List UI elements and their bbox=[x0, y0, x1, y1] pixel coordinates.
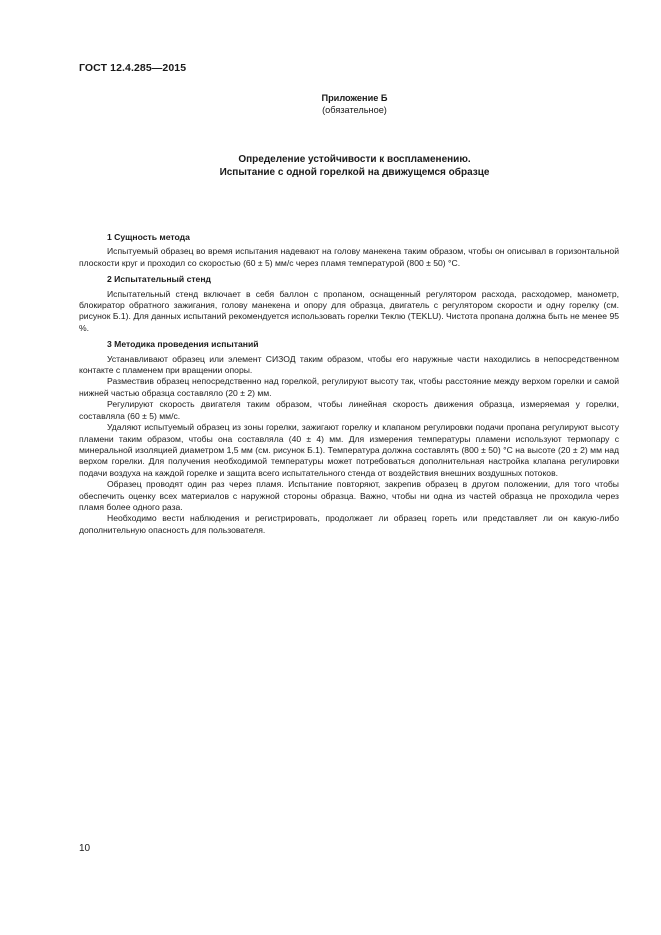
section-procedure bbox=[79, 339, 619, 536]
document-body bbox=[79, 232, 619, 541]
page-number: 10 bbox=[79, 843, 91, 854]
paragraph: Размествив образец непосредственно над горелкой, регулируют высоту так, чтобы расстояние между верхом горелки и самой нижней частью образца составляло (20 ± 2) мм. bbox=[79, 376, 619, 398]
paragraph: Образец проводят один раз через пламя. Испытание повторяют, закрепив образец в другом положении, для того чтобы обеспечить оценку всех материалов с наружной стороны образца. Важно, чтобы ни одна из частей образца не проходила через пламя более одного раза. bbox=[79, 479, 619, 512]
document-code: ГОСТ 12.4.285—2015 bbox=[79, 62, 187, 74]
section-heading: 2 Испытательный стенд bbox=[107, 274, 211, 285]
paragraph: Испытательный стенд включает в себя баллон с пропаном, оснащенный регулятором расхода, расходомер, манометр, блокиратор обратного зажигания, голову манекена и опору для образца, двигатель с регулятором скорости и одну горелку (см. рисунок Б.1). Для данных испытаний рекомендуется использовать горелки Теклю (TEKLU). Чистота пропана должна быть не менее 95 %. bbox=[79, 288, 619, 333]
document-title-line-1: Определение устойчивости к воспламенению. bbox=[238, 154, 471, 165]
paragraph: Испытуемый образец во время испытания надевают на голову манекена таким образом, чтобы он описывал в горизонтальной плоскости круг и проходил со скоростью (60 ± 5) мм/с через пламя температурой (800 ± 50) °С. bbox=[79, 246, 619, 268]
section-test-stand bbox=[79, 274, 619, 334]
annex-title: Приложение Б bbox=[321, 93, 388, 103]
document-title-line-2: Испытание с одной горелкой на движущемся образце bbox=[219, 167, 490, 178]
section-heading: 1 Сущность метода bbox=[107, 232, 190, 242]
annex-status: (обязательное) bbox=[322, 105, 387, 115]
section-principle bbox=[79, 232, 619, 269]
section-heading: 3 Методика проведения испытаний bbox=[107, 339, 259, 350]
paragraph: Удаляют испытуемый образец из зоны горелки, зажигают горелку и клапаном регулировки подачи пропана регулируют высоту пламени таким образом, чтобы она составляла (40 ± 4) мм. Для измерения температуры пламени используют термопару с минеральной изоляцией диаметром 1,5 мм (см. рисунок Б.1). Температура должна составлять (800 ± 50) °С на высоте (20 ± 2) мм над верхом горелки. Для получения необходимой температуры может потребоваться дополнительная настройка клапана регулировки подачи воздуха на каждой горелке и защита всего испытательного стенда от воздействия внешних воздушных потоков. bbox=[79, 422, 619, 478]
paragraph: Регулируют скорость двигателя таким образом, чтобы линейная скорость движения образца, измеряемая у горелки, составляла (60 ± 5) мм/с. bbox=[79, 399, 619, 421]
paragraph: Устанавливают образец или элемент СИЗОД таким образом, чтобы его наружные части находились в непосредственном контакте с пламенем при вращении опоры. bbox=[79, 353, 619, 376]
paragraph: Необходимо вести наблюдения и регистрировать, продолжает ли образец гореть или представляет ли он какую-либо дополнительную опасность для пользователя. bbox=[79, 513, 619, 535]
